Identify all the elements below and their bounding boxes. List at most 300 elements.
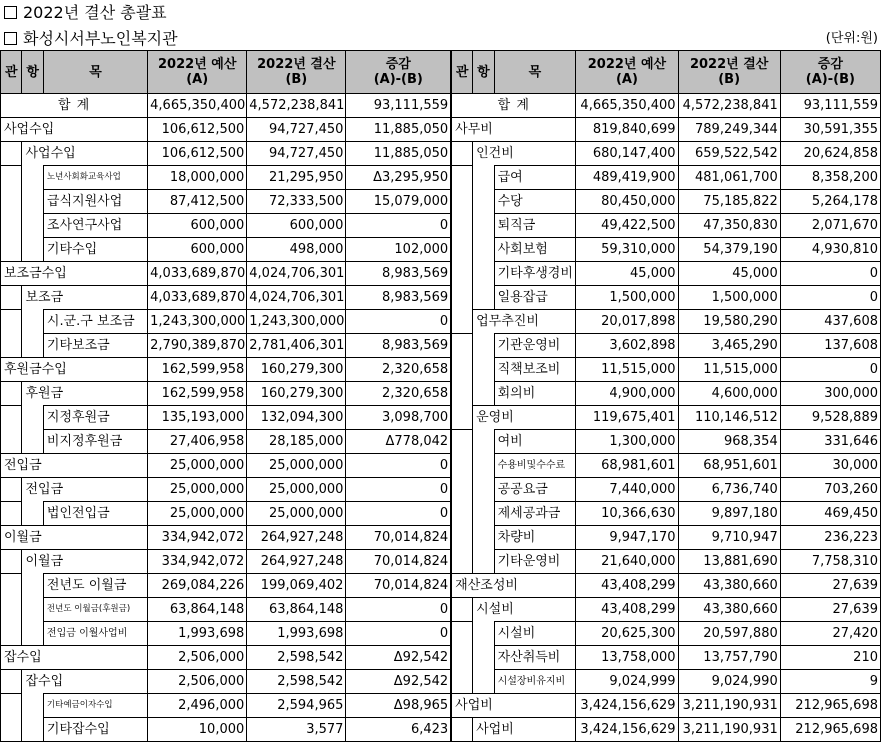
header-diff: 증감 (A)-(B) [780,51,880,94]
hang-spacer [473,454,494,478]
diff-value: 210 [780,646,880,670]
result-value: 4,024,706,301 [247,262,346,286]
header-mok: 목 [494,51,576,94]
budget-value: 162,599,958 [148,358,247,382]
hang-spacer [22,214,43,238]
table-row [1,286,881,310]
hang-spacer [473,646,494,670]
gwan-spacer [1,214,22,238]
result-value: 264,927,248 [247,526,346,550]
hang-spacer [22,406,43,430]
result-value: 54,379,190 [678,238,780,262]
hang-label: 시설비 [473,598,576,622]
result-value: 68,951,601 [678,454,780,478]
mok-label: 기타잡수입 [43,718,147,742]
hang-spacer [22,502,43,526]
result-value: 2,781,406,301 [247,334,346,358]
result-value: 13,881,690 [678,550,780,574]
hang-spacer [22,598,43,622]
diff-value: 9,528,889 [780,406,880,430]
gwan-label: 후원금수입 [1,358,148,382]
mok-label: 노년사회화교육사업 [43,166,147,190]
diff-value: 2,320,658 [346,358,451,382]
budget-value: 2,506,000 [148,670,247,694]
gwan-spacer [1,406,22,430]
table-row [1,142,881,166]
mok-label: 일용잡급 [494,286,576,310]
budget-value: 4,665,350,400 [148,94,247,118]
diff-value: 3,098,700 [346,406,451,430]
mok-label: 전년도 이월금 [43,574,147,598]
diff-value: 6,423 [346,718,451,742]
diff-value: 93,111,559 [780,94,880,118]
diff-value: Δ92,542 [346,646,451,670]
table-row [1,502,881,526]
hang-label: 이월금 [22,550,148,574]
table-row [1,670,881,694]
gwan-spacer [1,478,22,502]
settlement-table [0,50,881,742]
budget-value: 1,993,698 [148,622,247,646]
result-value: 110,146,512 [678,406,780,430]
mok-label: 회의비 [494,382,576,406]
budget-value: 3,602,898 [576,334,678,358]
table-row [1,454,881,478]
result-value: 160,279,300 [247,382,346,406]
mok-label: 비지정후원금 [43,430,147,454]
gwan-spacer [451,502,472,526]
diff-value: 2,071,670 [780,214,880,238]
result-value: 199,069,402 [247,574,346,598]
hang-spacer [473,190,494,214]
result-value: 47,350,830 [678,214,780,238]
gwan-spacer [451,454,472,478]
gwan-label: 이월금 [1,526,148,550]
hang-spacer [473,238,494,262]
gwan-spacer [451,598,472,622]
gwan-label: 전입금 [1,454,148,478]
table-row [1,94,881,118]
budget-value: 9,947,170 [576,526,678,550]
checkbox-icon [4,6,17,19]
hang-spacer [473,382,494,406]
header-hang: 항 [22,51,43,94]
result-value: 2,598,542 [247,670,346,694]
result-value: 9,024,990 [678,670,780,694]
hang-spacer [473,478,494,502]
budget-value: 600,000 [148,214,247,238]
result-value: 28,185,000 [247,430,346,454]
hang-spacer [473,430,494,454]
result-value: 25,000,000 [247,478,346,502]
result-value: 9,897,180 [678,502,780,526]
gwan-spacer [451,358,472,382]
result-value: 19,580,290 [678,310,780,334]
hang-label: 잡수입 [22,670,148,694]
hang-spacer [473,502,494,526]
hang-spacer [22,310,43,334]
diff-value: 4,930,810 [780,238,880,262]
result-value: 4,600,000 [678,382,780,406]
diff-value: 0 [346,502,451,526]
budget-value: 59,310,000 [576,238,678,262]
table-row [1,238,881,262]
diff-value: 137,608 [780,334,880,358]
diff-value: 212,965,698 [780,694,880,718]
budget-value: 4,900,000 [576,382,678,406]
mok-label: 직책보조비 [494,358,576,382]
diff-value: 0 [780,262,880,286]
budget-value: 4,665,350,400 [576,94,678,118]
hang-spacer [22,718,43,742]
diff-value: 9 [780,670,880,694]
budget-value: 43,408,299 [576,598,678,622]
header-result: 2022년 결산 (B) [247,51,346,94]
report-title: 2022년 결산 총괄표 [4,2,167,24]
diff-value: 70,014,824 [346,526,451,550]
gwan-spacer [1,622,22,646]
budget-value: 1,500,000 [576,286,678,310]
table-row [1,478,881,502]
budget-value: 11,515,000 [576,358,678,382]
table-row [1,574,881,598]
result-value: 600,000 [247,214,346,238]
gwan-spacer [1,694,22,718]
diff-value: 7,758,310 [780,550,880,574]
result-value: 4,024,706,301 [247,286,346,310]
hang-spacer [22,166,43,190]
gwan-label: 사업비 [451,694,576,718]
hang-spacer [473,166,494,190]
mok-label: 전년도 이월금(후원금) [43,598,147,622]
budget-value: 334,942,072 [148,550,247,574]
result-value: 21,295,950 [247,166,346,190]
budget-value: 9,024,999 [576,670,678,694]
result-value: 1,243,300,000 [247,310,346,334]
budget-value: 119,675,401 [576,406,678,430]
gwan-spacer [1,502,22,526]
result-value: 20,597,880 [678,622,780,646]
result-value: 4,572,238,841 [247,94,346,118]
result-value: 498,000 [247,238,346,262]
total-label: 합 계 [1,94,148,118]
table-row [1,262,881,286]
budget-value: 45,000 [576,262,678,286]
result-value: 94,727,450 [247,118,346,142]
diff-value: 300,000 [780,382,880,406]
budget-value: 49,422,500 [576,214,678,238]
budget-value: 2,496,000 [148,694,247,718]
gwan-spacer [1,598,22,622]
gwan-label: 사무비 [451,118,576,142]
hang-spacer [22,622,43,646]
mok-label: 수용비및수수료 [494,454,576,478]
mok-label: 차량비 [494,526,576,550]
mok-label: 전입금 이월사업비 [43,622,147,646]
budget-value: 13,758,000 [576,646,678,670]
hang-label: 업무추진비 [473,310,576,334]
diff-value: 212,965,698 [780,718,880,742]
gwan-spacer [451,670,472,694]
gwan-spacer [1,670,22,694]
table-row [1,166,881,190]
hang-spacer [473,622,494,646]
table-row [1,118,881,142]
gwan-spacer [451,166,472,190]
budget-value: 21,640,000 [576,550,678,574]
diff-value: 30,000 [780,454,880,478]
diff-value: 437,608 [780,310,880,334]
gwan-spacer [1,238,22,262]
gwan-label: 사업수입 [1,118,148,142]
diff-value: 27,420 [780,622,880,646]
mok-label: 수당 [494,190,576,214]
mok-label: 기타수입 [43,238,147,262]
diff-value: 93,111,559 [346,94,451,118]
diff-value: 331,646 [780,430,880,454]
gwan-spacer [451,286,472,310]
diff-value: 70,014,824 [346,550,451,574]
mok-label: 지정후원금 [43,406,147,430]
table-row [1,430,881,454]
hang-spacer [22,574,43,598]
result-value: 3,577 [247,718,346,742]
hang-spacer [473,526,494,550]
result-value: 13,757,790 [678,646,780,670]
budget-value: 25,000,000 [148,454,247,478]
mok-label: 시.군.구 보조금 [43,310,147,334]
budget-value: 27,406,958 [148,430,247,454]
header-budget: 2022년 예산 (A) [148,51,247,94]
diff-value: 11,885,050 [346,142,451,166]
gwan-spacer [451,430,472,454]
gwan-spacer [451,190,472,214]
budget-value: 2,790,389,870 [148,334,247,358]
budget-value: 20,625,300 [576,622,678,646]
table-row [1,718,881,742]
diff-value: 27,639 [780,598,880,622]
header-gwan: 관 [451,51,472,94]
budget-value: 106,612,500 [148,118,247,142]
mok-label: 기타후생경비 [494,262,576,286]
diff-value: 102,000 [346,238,451,262]
unit-label: (단위:원) [825,31,878,46]
budget-value: 25,000,000 [148,478,247,502]
mok-label: 여비 [494,430,576,454]
hang-spacer [22,334,43,358]
hang-spacer [473,670,494,694]
budget-value: 10,000 [148,718,247,742]
hang-label: 사업비 [473,718,576,742]
hang-spacer [473,550,494,574]
gwan-spacer [451,142,472,166]
table-row [1,406,881,430]
hang-label: 전입금 [22,478,148,502]
diff-value: 30,591,355 [780,118,880,142]
gwan-spacer [1,334,22,358]
gwan-spacer [451,526,472,550]
result-value: 6,736,740 [678,478,780,502]
gwan-spacer [451,478,472,502]
table-row [1,190,881,214]
table-row [1,310,881,334]
mok-label: 기타운영비 [494,550,576,574]
diff-value: 0 [346,454,451,478]
budget-value: 87,412,500 [148,190,247,214]
gwan-spacer [451,550,472,574]
institution-name: 화성시서부노인복지관 [4,28,178,50]
budget-value: 2,506,000 [148,646,247,670]
gwan-spacer [451,718,472,742]
budget-value: 18,000,000 [148,166,247,190]
diff-value: Δ92,542 [346,670,451,694]
diff-value: 703,260 [780,478,880,502]
diff-value: 8,983,569 [346,286,451,310]
checkbox-icon [4,32,17,45]
header-result: 2022년 결산 (B) [678,51,780,94]
gwan-spacer [1,574,22,598]
mok-label: 기타예금이자수입 [43,694,147,718]
gwan-spacer [451,382,472,406]
header-gwan: 관 [1,51,22,94]
diff-value: 0 [780,286,880,310]
diff-value: 20,624,858 [780,142,880,166]
diff-value: Δ98,965 [346,694,451,718]
hang-spacer [22,694,43,718]
diff-value: 70,014,824 [346,574,451,598]
gwan-spacer [1,310,22,334]
header-budget: 2022년 예산 (A) [576,51,678,94]
hang-label: 보조금 [22,286,148,310]
hang-spacer [22,238,43,262]
result-value: 3,211,190,931 [678,718,780,742]
budget-value: 269,084,226 [148,574,247,598]
gwan-spacer [451,214,472,238]
table-row [1,598,881,622]
gwan-spacer [451,622,472,646]
gwan-spacer [451,646,472,670]
result-value: 63,864,148 [247,598,346,622]
mok-label: 사회보험 [494,238,576,262]
gwan-label: 보조금수입 [1,262,148,286]
gwan-spacer [1,166,22,190]
result-value: 4,572,238,841 [678,94,780,118]
result-value: 11,515,000 [678,358,780,382]
diff-value: 27,639 [780,574,880,598]
budget-value: 1,243,300,000 [148,310,247,334]
diff-value: 236,223 [780,526,880,550]
budget-value: 3,424,156,629 [576,694,678,718]
gwan-spacer [451,406,472,430]
budget-value: 106,612,500 [148,142,247,166]
mok-label: 공공요금 [494,478,576,502]
mok-label: 시설장비유지비 [494,670,576,694]
result-value: 968,354 [678,430,780,454]
result-value: 1,993,698 [247,622,346,646]
hang-label: 인건비 [473,142,576,166]
diff-value: 0 [346,598,451,622]
hang-spacer [473,286,494,310]
budget-value: 10,366,630 [576,502,678,526]
result-value: 2,594,965 [247,694,346,718]
budget-value: 80,450,000 [576,190,678,214]
table-row [1,358,881,382]
mok-label: 기타보조금 [43,334,147,358]
mok-label: 자산취득비 [494,646,576,670]
gwan-spacer [1,142,22,166]
result-value: 72,333,500 [247,190,346,214]
result-value: 659,522,542 [678,142,780,166]
budget-value: 68,981,601 [576,454,678,478]
table-row [1,214,881,238]
diff-value: 0 [346,478,451,502]
hang-label: 운영비 [473,406,576,430]
hang-spacer [473,262,494,286]
mok-label: 제세공과금 [494,502,576,526]
gwan-label: 잡수입 [1,646,148,670]
gwan-spacer [1,382,22,406]
result-value: 25,000,000 [247,454,346,478]
budget-value: 135,193,000 [148,406,247,430]
table-row [1,334,881,358]
budget-value: 1,300,000 [576,430,678,454]
gwan-spacer [451,334,472,358]
result-value: 2,598,542 [247,646,346,670]
budget-value: 680,147,400 [576,142,678,166]
result-value: 3,465,290 [678,334,780,358]
result-value: 481,061,700 [678,166,780,190]
budget-value: 162,599,958 [148,382,247,406]
table-row [1,694,881,718]
header-diff: 증감 (A)-(B) [346,51,451,94]
mok-label: 법인전입금 [43,502,147,526]
budget-value: 334,942,072 [148,526,247,550]
budget-value: 489,419,900 [576,166,678,190]
total-label: 합 계 [451,94,576,118]
result-value: 43,380,660 [678,598,780,622]
gwan-label: 재산조성비 [451,574,576,598]
diff-value: 11,885,050 [346,118,451,142]
diff-value: 0 [780,358,880,382]
mok-label: 급식지원사업 [43,190,147,214]
gwan-spacer [451,310,472,334]
mok-label: 퇴직금 [494,214,576,238]
result-value: 25,000,000 [247,502,346,526]
diff-value: 15,079,000 [346,190,451,214]
mok-label: 기관운영비 [494,334,576,358]
budget-value: 63,864,148 [148,598,247,622]
mok-label: 조사연구사업 [43,214,147,238]
diff-value: Δ3,295,950 [346,166,451,190]
header-hang: 항 [473,51,494,94]
result-value: 160,279,300 [247,358,346,382]
table-row [1,646,881,670]
hang-spacer [473,358,494,382]
hang-spacer [22,190,43,214]
result-value: 75,185,822 [678,190,780,214]
budget-value: 819,840,699 [576,118,678,142]
diff-value: 8,983,569 [346,262,451,286]
result-value: 3,211,190,931 [678,694,780,718]
budget-value: 4,033,689,870 [148,286,247,310]
hang-label: 후원금 [22,382,148,406]
diff-value: 0 [346,622,451,646]
gwan-spacer [1,718,22,742]
result-value: 789,249,344 [678,118,780,142]
result-value: 45,000 [678,262,780,286]
table-row [1,622,881,646]
hang-label: 사업수입 [22,142,148,166]
